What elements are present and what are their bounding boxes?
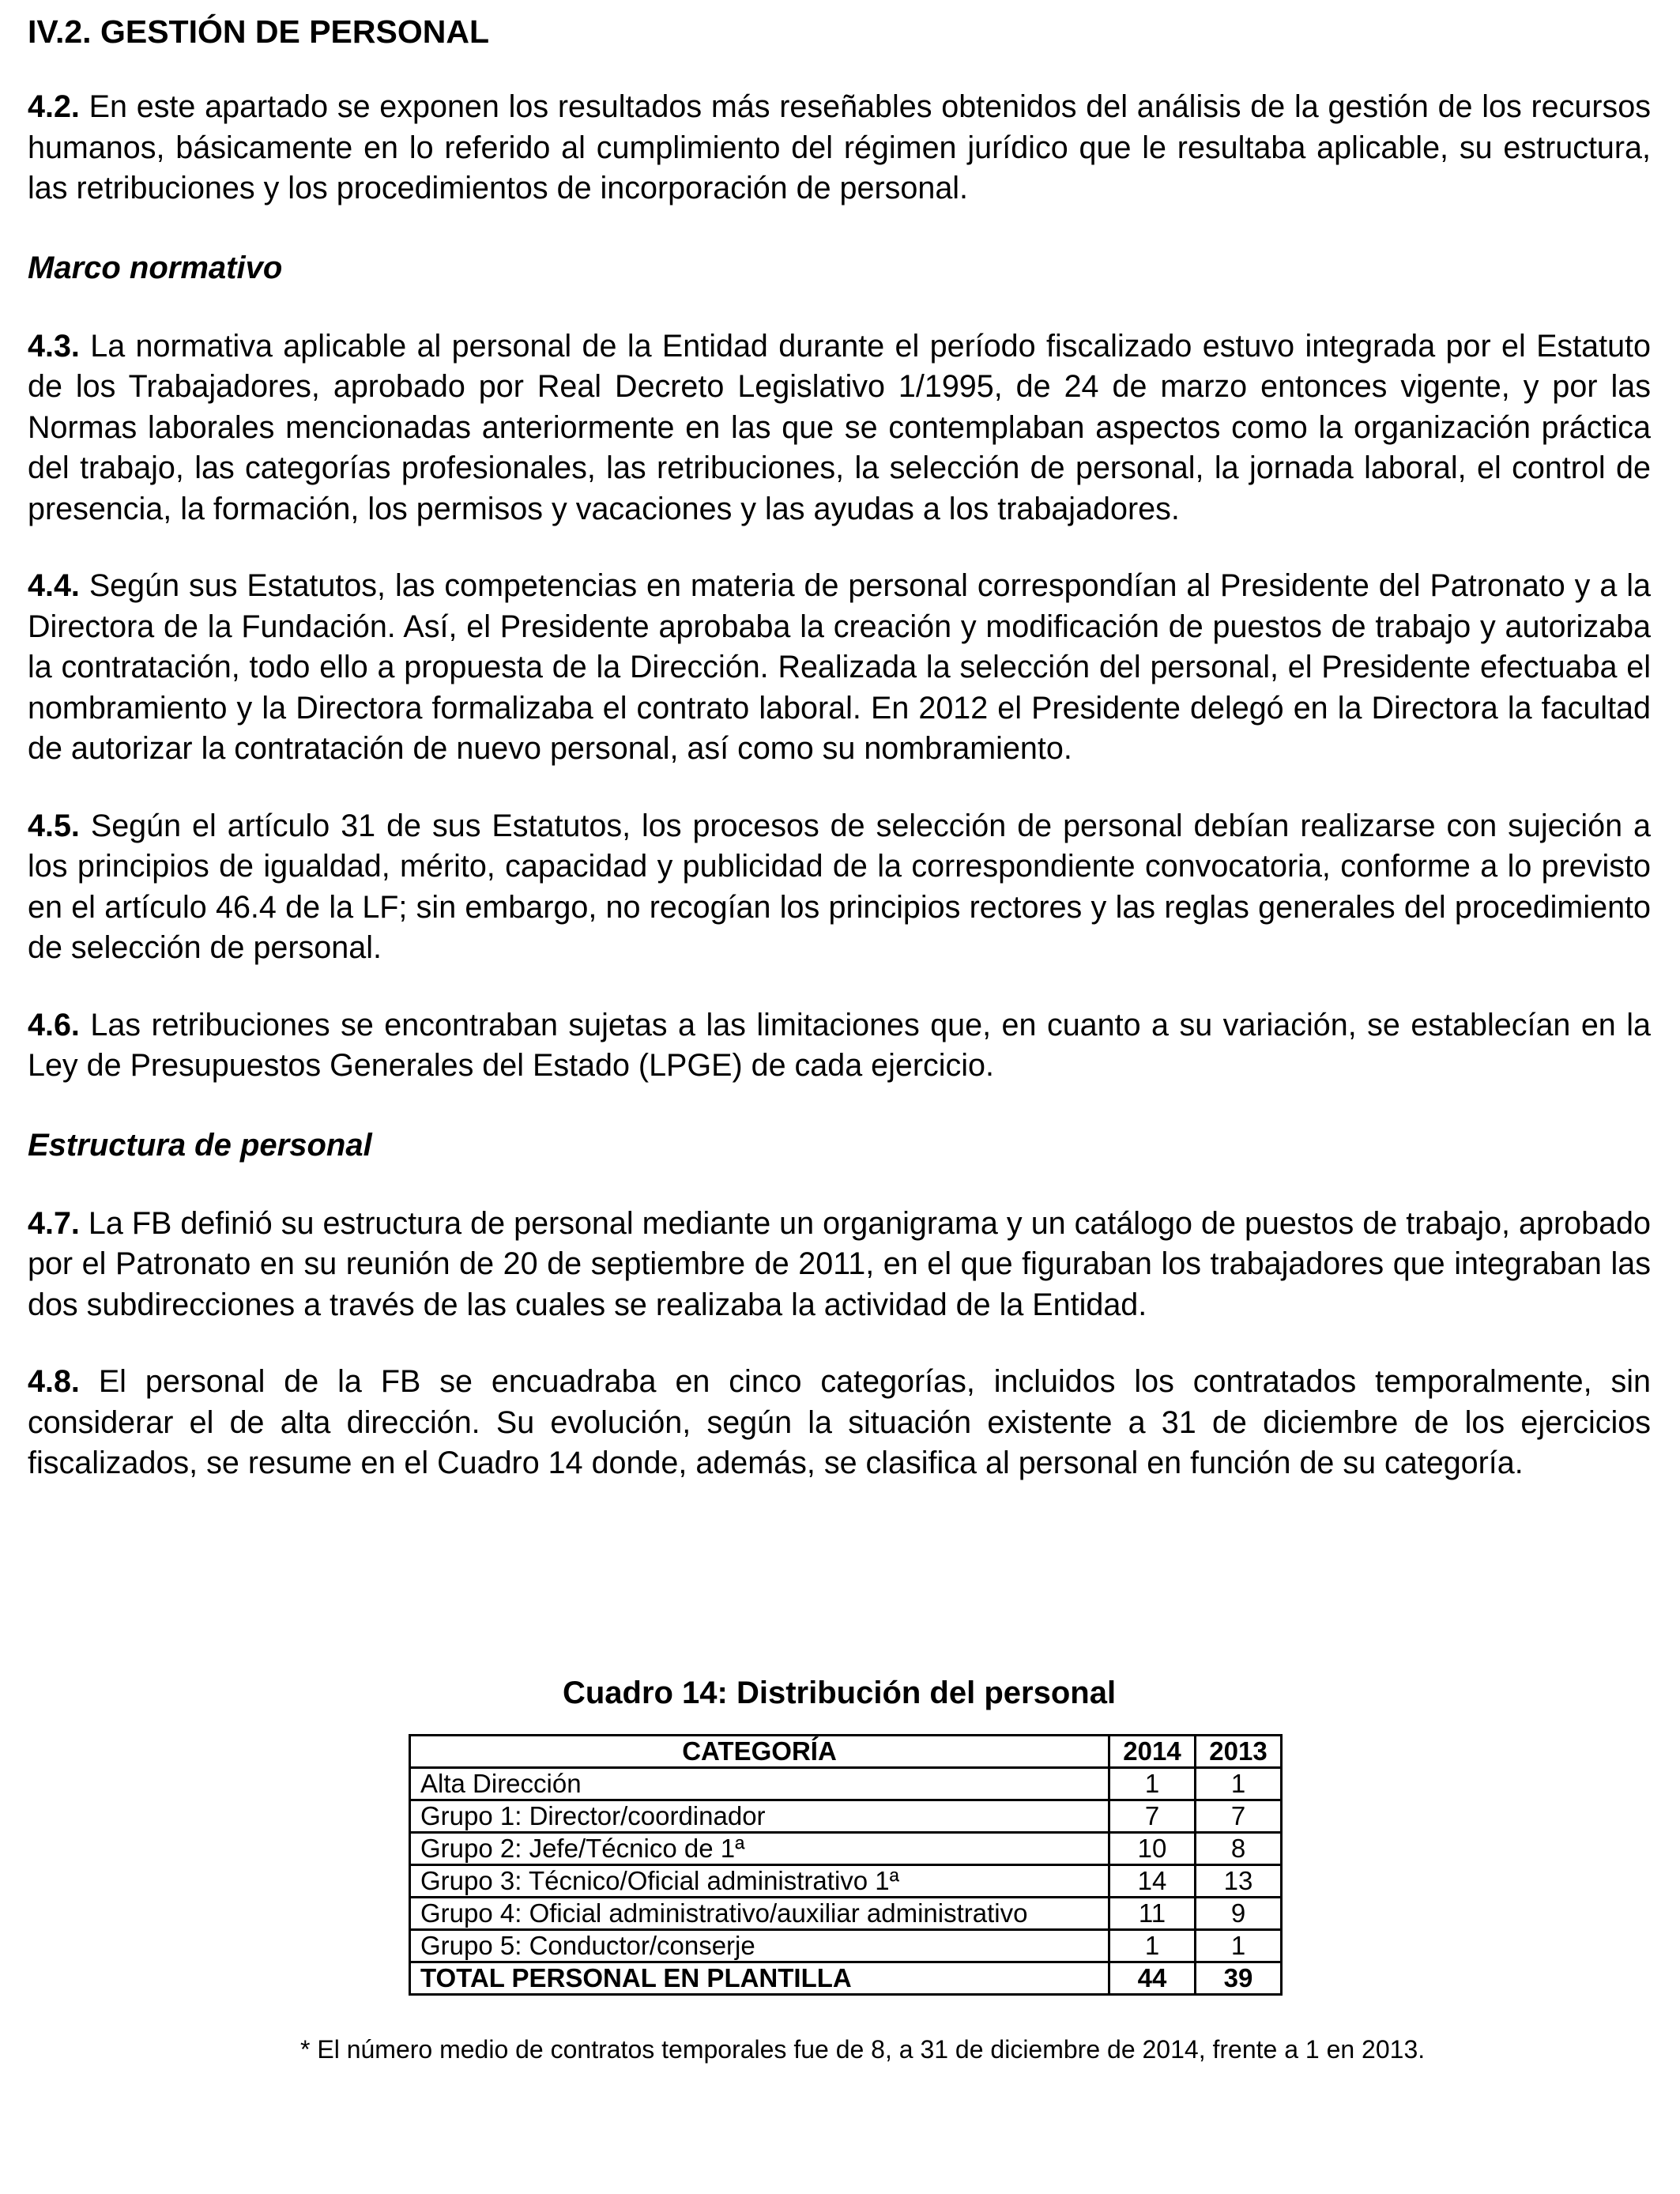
row-2013: 9 — [1196, 1898, 1282, 1930]
paragraph-text: Según el artículo 31 de sus Estatutos, los procesos de selección de personal debían realizarse con sujeción a los principios de igualdad, mérito, capacidad y publicidad de la correspondiente convocatoria, conforme a lo previsto en el artículo 46.4 de la LF; sin embargo, no recogían los principios rectores y las reglas generales del procedimiento de selección de personal. — [28, 808, 1651, 965]
paragraph-number: 4.7. — [28, 1205, 80, 1241]
table-row — [410, 1800, 1282, 1833]
row-2014: 10 — [1109, 1833, 1196, 1865]
paragraph-4-6 — [28, 1005, 1651, 1087]
paragraph-text: Las retribuciones se encontraban sujetas a las limitaciones que, en cuanto a su variación, se establecían en la Ley de Presupuestos Generales del Estado (LPGE) de cada ejercicio. — [28, 1007, 1651, 1083]
total-2013: 39 — [1196, 1962, 1282, 1995]
paragraph-4-2 — [28, 87, 1651, 209]
section-title: IV.2. GESTIÓN DE PERSONAL — [28, 13, 490, 50]
total-category: TOTAL PERSONAL EN PLANTILLA — [410, 1962, 1109, 1995]
paragraph-4-5 — [28, 806, 1651, 969]
row-category: Grupo 4: Oficial administrativo/auxiliar administrativo — [410, 1898, 1109, 1930]
table-row — [410, 1768, 1282, 1800]
row-category: Grupo 1: Director/coordinador — [410, 1800, 1109, 1833]
document-page — [28, 0, 1651, 2194]
row-2013: 8 — [1196, 1833, 1282, 1865]
row-category: Alta Dirección — [410, 1768, 1109, 1800]
table-title: Cuadro 14: Distribución del personal — [562, 1676, 1117, 1710]
row-2013: 1 — [1196, 1768, 1282, 1800]
table-total-row — [410, 1962, 1282, 1995]
header-category: CATEGORÍA — [410, 1736, 1109, 1768]
row-category: Grupo 5: Conductor/conserje — [410, 1930, 1109, 1962]
paragraph-number: 4.4. — [28, 568, 80, 603]
row-category: Grupo 3: Técnico/Oficial administrativo 1ª — [410, 1865, 1109, 1898]
row-2014: 7 — [1109, 1800, 1196, 1833]
header-2014: 2014 — [1109, 1736, 1196, 1768]
paragraph-number: 4.3. — [28, 328, 80, 364]
paragraph-number: 4.2. — [28, 89, 80, 124]
paragraph-number: 4.8. — [28, 1364, 80, 1399]
header-2013: 2013 — [1196, 1736, 1282, 1768]
subheading-marco-normativo: Marco normativo — [28, 250, 283, 285]
table-row — [410, 1930, 1282, 1962]
paragraph-4-8 — [28, 1362, 1651, 1484]
table-header-row — [410, 1736, 1282, 1768]
table-footnote: * El número medio de contratos temporales fue de 8, a 31 de diciembre de 2014, frente a 1 en 2013. — [300, 2035, 1426, 2064]
row-2014: 11 — [1109, 1898, 1196, 1930]
subheading-estructura-personal: Estructura de personal — [28, 1127, 372, 1163]
personnel-distribution-table — [409, 1734, 1283, 1996]
row-2013: 1 — [1196, 1930, 1282, 1962]
row-2014: 14 — [1109, 1865, 1196, 1898]
table-row — [410, 1865, 1282, 1898]
row-2014: 1 — [1109, 1768, 1196, 1800]
table-row — [410, 1898, 1282, 1930]
total-2014: 44 — [1109, 1962, 1196, 1995]
paragraph-number: 4.5. — [28, 808, 80, 843]
row-category: Grupo 2: Jefe/Técnico de 1ª — [410, 1833, 1109, 1865]
paragraph-text: La normativa aplicable al personal de la Entidad durante el período fiscalizado estuvo integrada por el Estatuto de los Trabajadores, aprobado por Real Decreto Legislativo 1/1995, de 24 de marzo entonces vigente, y por las Normas laborales mencionadas anteriormente en las que se contemplaban aspectos como la organización práctica del trabajo, las categorías profesionales, las retribuciones, la selección de personal, la jornada laboral, el control de presencia, la formación, los permisos y vacaciones y las ayudas a los trabajadores. — [28, 328, 1651, 526]
paragraph-4-4 — [28, 566, 1651, 770]
paragraph-text: Según sus Estatutos, las competencias en materia de personal correspondían al Presidente del Patronato y a la Directora de la Fundación. Así, el Presidente aprobaba la creación y modificación de puestos de trabajo y autorizaba la contratación, todo ello a propuesta de la Dirección. Realizada la selección del personal, el Presidente efectuaba el nombramiento y la Directora formalizaba el contrato laboral. En 2012 el Presidente delegó en la Directora la facultad de autorizar la contratación de nuevo personal, así como su nombramiento. — [28, 568, 1651, 766]
row-2013: 7 — [1196, 1800, 1282, 1833]
table-row — [410, 1833, 1282, 1865]
paragraph-4-7 — [28, 1204, 1651, 1326]
paragraph-text: El personal de la FB se encuadraba en cinco categorías, incluidos los contratados temporalmente, sin considerar el de alta dirección. Su evolución, según la situación existente a 31 de diciembre de los ejercicios fiscalizados, se resume en el Cuadro 14 donde, además, se clasifica al personal en función de su categoría. — [28, 1364, 1651, 1480]
paragraph-text: La FB definió su estructura de personal mediante un organigrama y un catálogo de puestos de trabajo, aprobado por el Patronato en su reunión de 20 de septiembre de 2011, en el que figuraban los trabajadores que integraban las dos subdirecciones a través de las cuales se realizaba la actividad de la Entidad. — [28, 1205, 1651, 1322]
row-2014: 1 — [1109, 1930, 1196, 1962]
paragraph-text: En este apartado se exponen los resultados más reseñables obtenidos del análisis de la gestión de los recursos humanos, básicamente en lo referido al cumplimiento del régimen jurídico que le resultaba aplicable, su estructura, las retribuciones y los procedimientos de incorporación de personal. — [28, 89, 1651, 205]
row-2013: 13 — [1196, 1865, 1282, 1898]
paragraph-4-3 — [28, 326, 1651, 530]
paragraph-number: 4.6. — [28, 1007, 80, 1042]
